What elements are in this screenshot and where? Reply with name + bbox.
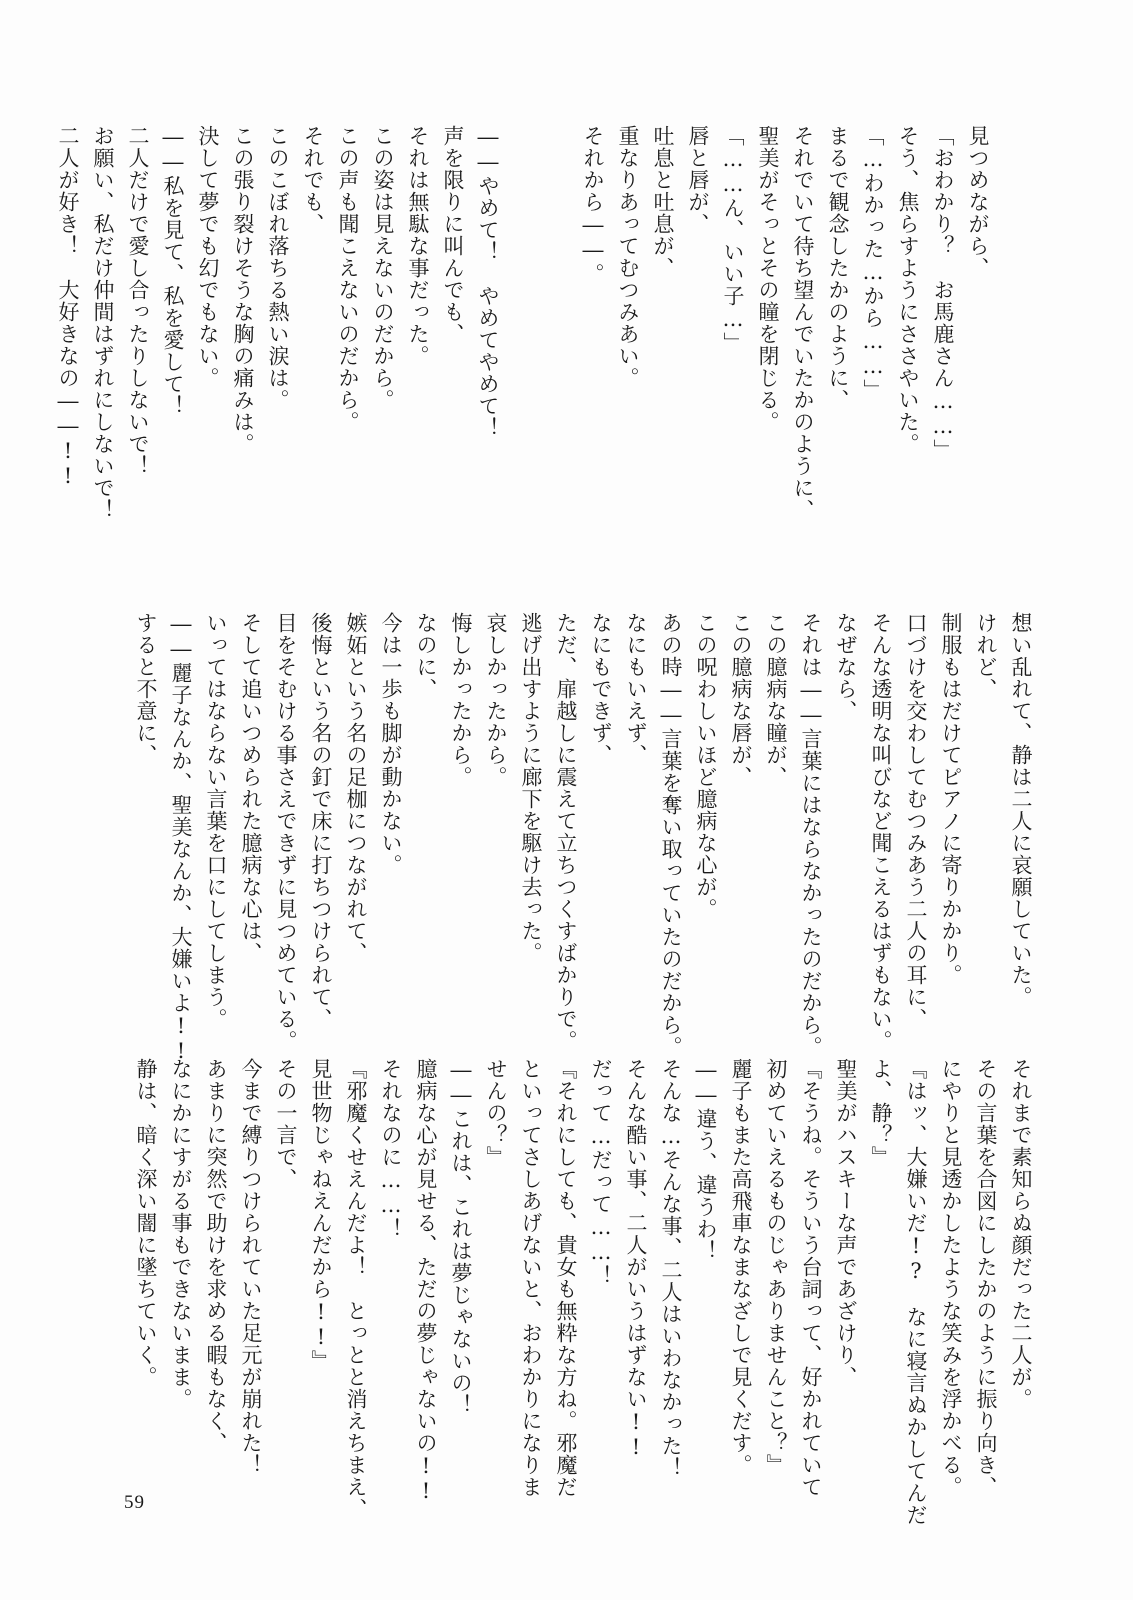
- text-line: そんな透明な叫びなど聞こえるはずもない。: [869, 612, 893, 1052]
- text-line: 吐息と吐息が、: [651, 125, 675, 279]
- text-line: この呪わしいほど臆病な心が。: [694, 612, 718, 920]
- text-line: この張り裂けそうな胸の痛みは。: [231, 125, 255, 455]
- text-line: 麗子もまた高飛車なまなざしで見くだす。: [729, 1058, 753, 1476]
- text-line: このこぼれ落ちる熱い涙は。: [266, 125, 290, 411]
- text-line: まるで観念したかのように、: [826, 125, 850, 411]
- text-line: だって…だって……！: [589, 1058, 613, 1287]
- text-line: 二人が好き！ 大好きなの――!!: [56, 125, 80, 489]
- text-line: ――私を見て、私を愛して！: [161, 125, 185, 417]
- text-line: 『邪魔くせえんだよ！ とっとと消えちまえ、: [344, 1058, 368, 1520]
- text-line: この姿は見えないのだから。: [371, 125, 395, 411]
- text-line: その言葉を合図にしたかのように振り向き、: [974, 1058, 998, 1498]
- text-line: 悔しかったから。: [449, 612, 473, 788]
- text-line: そんな…そんな事、二人はいわなかった！: [659, 1058, 683, 1479]
- text-line: そんな酷い事、二人がいうはずない!!: [624, 1058, 648, 1460]
- text-line: 哀しかったから。: [484, 612, 508, 788]
- text-line: 「……ん、いい子…」: [721, 125, 745, 354]
- text-line: 唇と唇が、: [686, 125, 710, 235]
- text-line: 見世物じゃねえんだから!!』: [309, 1058, 333, 1372]
- text-line: 今まで縛りつけられていた足元が崩れた！: [239, 1058, 263, 1476]
- text-line: といってさしあげないと、おわかりになりま: [519, 1058, 543, 1498]
- text-line: 『それにしても、貴女も無粋な方ね。邪魔だ: [554, 1058, 578, 1498]
- text-line: ――やめて！ やめてやめて！: [476, 125, 500, 439]
- text-block-bottom-right: [128, 612, 1038, 1064]
- text-line: 聖美がハスキーな声であざけり、: [834, 1058, 858, 1388]
- text-line: それは――言葉にはならなかったのだから。: [799, 612, 823, 1058]
- text-line: 制服もはだけてピアノに寄りかかり。: [939, 612, 963, 986]
- text-line: なにもできず、: [589, 612, 613, 766]
- text-line: この声も聞こえないのだから。: [336, 125, 360, 433]
- text-line: それは無駄な事だった。: [406, 125, 430, 367]
- text-line: それから――。: [581, 125, 605, 285]
- text-line: なにもいえず、: [624, 612, 648, 766]
- text-line: 『はッ、大嫌いだ!? なに寝言ぬかしてんだ: [904, 1058, 928, 1526]
- text-line: にやりと見透かしたような笑みを浮かべる。: [939, 1058, 963, 1498]
- blank-line: [540, 125, 575, 555]
- text-line: それでも、: [301, 125, 325, 235]
- text-line: 重なりあってむつみあい。: [616, 125, 640, 389]
- text-line: 初めていえるものじゃありませんこと？』: [764, 1058, 788, 1476]
- text-line: せんの？』: [484, 1058, 508, 1168]
- text-line: 今は一歩も脚が動かない。: [379, 612, 403, 876]
- text-line: 声を限りに叫んでも、: [441, 125, 465, 345]
- text-line: ――違う、違うわ！: [694, 1058, 718, 1262]
- text-line: よ、静？』: [869, 1058, 893, 1168]
- text-line: すると不意に、: [134, 612, 158, 766]
- text-line: その一言で、: [274, 1058, 298, 1190]
- text-line: 二人だけで愛し合ったりしないで！: [126, 125, 150, 477]
- text-block-top: [50, 125, 995, 555]
- text-line: 嫉妬という名の足枷につながれて、: [344, 612, 368, 964]
- text-line: この臆病な瞳が、: [764, 612, 788, 788]
- text-line: いってはならない言葉を口にしてしまう。: [204, 612, 228, 1030]
- blank-line: [505, 125, 540, 555]
- text-line: それでいて待ち望んでいたかのように、: [791, 125, 815, 521]
- text-line: 聖美がそっとその瞳を閉じる。: [756, 125, 780, 433]
- page-number: 59: [124, 1492, 145, 1513]
- text-line: ――これは、これは夢じゃないの！: [449, 1058, 473, 1416]
- text-line: それなのに……！: [379, 1058, 403, 1240]
- text-line: 想い乱れて、静は二人に哀願していた。: [1009, 612, 1033, 1008]
- text-line: けれど、: [974, 612, 998, 700]
- text-line: あまりに突然で助けを求める暇もなく、: [204, 1058, 228, 1454]
- text-line: 『そうね。そういう台詞って、好かれていて: [799, 1058, 823, 1498]
- text-line: そう、焦らすようにささやいた。: [896, 125, 920, 455]
- text-line: 逃げ出すように廊下を駆け去った。: [519, 612, 543, 964]
- text-line: なのに、: [414, 612, 438, 700]
- text-line: 決して夢でも幻でもない。: [196, 125, 220, 389]
- text-line: ただ、扉越しに震えて立ちつくすばかりで。: [554, 612, 578, 1052]
- text-line: 「おわかり？ お馬鹿さん……」: [931, 125, 955, 461]
- text-line: お願い、私だけ仲間はずれにしないで！: [91, 125, 115, 521]
- text-line: なにかにすがる事もできないまま。: [169, 1058, 193, 1410]
- text-line: 目をそむける事さえできずに見つめている。: [274, 612, 298, 1052]
- text-line: それまで素知らぬ顔だった二人が。: [1009, 1058, 1033, 1410]
- text-line: 後悔という名の釘で床に打ちつけられて、: [309, 612, 333, 1030]
- text-line: 見つめながら、: [966, 125, 990, 279]
- text-line: そして追いつめられた臆病な心は、: [239, 612, 263, 964]
- text-line: 臆病な心が見せる、ただの夢じゃないの!!: [414, 1058, 438, 1504]
- text-line: なぜなら、: [834, 612, 858, 722]
- text-line: 「…わかった…から……」: [861, 125, 885, 401]
- text-line: あの時――言葉を奪い取っていたのだから。: [659, 612, 683, 1058]
- text-line: 口づけを交わしてむつみあう二人の耳に、: [904, 612, 928, 1030]
- text-line: 静は、暗く深い闇に墜ちていく。: [134, 1058, 158, 1388]
- text-line: ――麗子なんか、聖美なんか、大嫌いよ!!: [169, 612, 193, 1064]
- text-line: この臆病な唇が、: [729, 612, 753, 788]
